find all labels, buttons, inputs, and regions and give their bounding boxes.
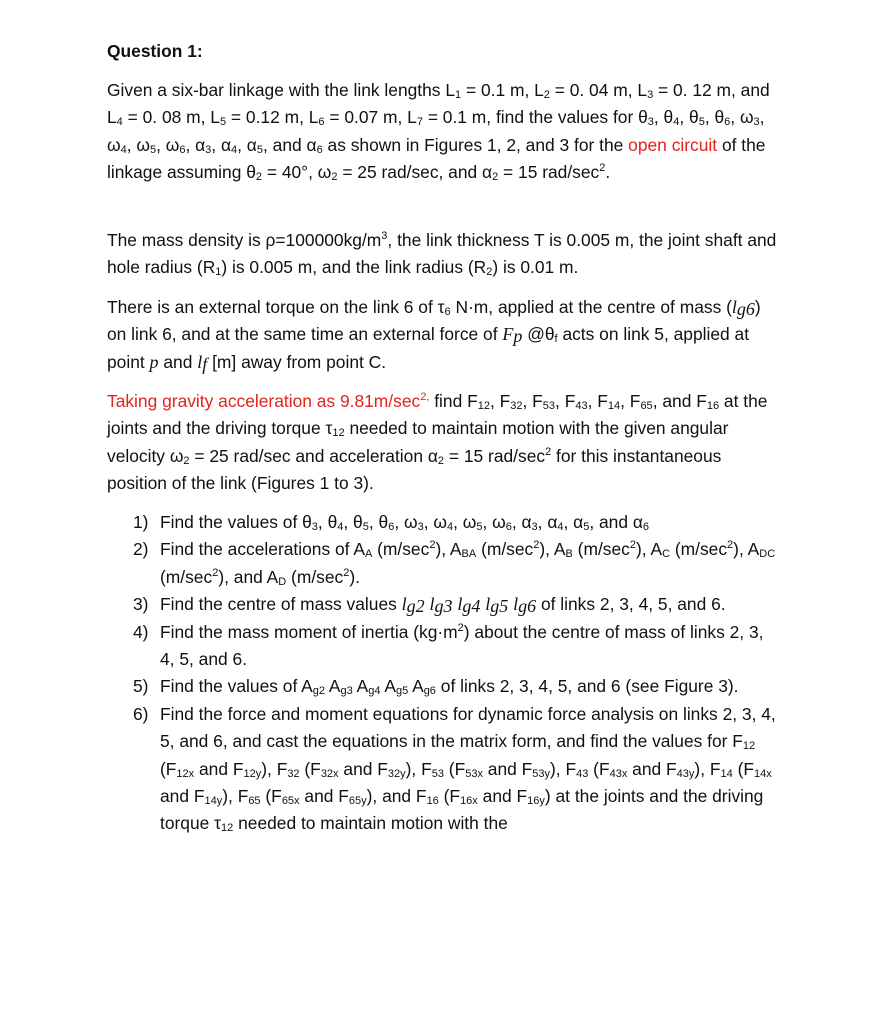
list-item: 6) Find the force and moment equations for dynamic force analysis on links 2, 3, 4, 5, and 6, and cast the equations in the matrix form, and find the values for $F_{12}$ ($F_{12x}$ and $F_{12y}$), $F_{32}$ ($F_{32x}$ and $F_{32y}$), $F_{53}$ ($F_{53x}$ and $F_{53y}$), $F_{43}$ ($F_{43x}$ and $F_{43y}$), $F_{14}$ ($F_{14x}$ and $F_{14y}$), $F_{65}$ ($F_{65x}$ and $F_{65y}$), and $F_{16}$ ($F_{16x}$ and $F_{16y}$) at the joints and the driving torque $\tau_{12}$ needed to maintain motion with the xyxy=(133,703,776,835)
paragraph-external-loads: There is an external torque on the link 6 of $\tau_6$ N·m, applied at the centre of mass $(l_{g6})$ on link 6, and at the same time an external force of $F_p$ $@\theta_f$ acts on link 5, applied at point p and $l_f$ [m] away from point C. xyxy=(107,297,761,374)
task-list xyxy=(107,509,779,838)
open-circuit-highlight: open circuit xyxy=(628,134,718,155)
list-item: 4) Find the mass moment of inertia $(kg\cdot m^2)$ about the centre of mass of links 2, 3, 4, 5, and 6. xyxy=(133,621,764,670)
paragraph-dynamic-analysis-task: Taking gravity acceleration as $9.81m/\sec^{2,}$ find $F_{12}$, $F_{32}$, $F_{53}$, $F_{43}$, $F_{14}$, $F_{65}$, and $F_{16}$ at the joints and the driving torque $\tau_{12}$ needed to maintain motion with the given angular velocity $\omega_2 = 25$ rad/sec and acceleration $\alpha_2 = 15$ rad/$\sec^2$ for this instantaneous position of the link (Figures 1 to 3). xyxy=(107,391,768,494)
list-item: 1) Find the values of $\theta_3$, $\theta_4$, $\theta_5$, $\theta_6$, $\omega_3$, $\omega_4$, $\omega_5$, $\omega_6$, $\alpha_3$, $\alpha_4$, $\alpha_5$, and $\alpha_6$ xyxy=(133,512,650,533)
question-title: Question 1: xyxy=(107,41,203,61)
list-item: 3) Find the centre of mass values $l_{g2}$ $l_{g3}$ $l_{g4}$ $l_{g5}$ $l_{g6}$ of links 2, 3, 4, 5, and 6. xyxy=(133,594,726,617)
gravity-highlight: Taking gravity acceleration as 9.81m/sec xyxy=(107,391,421,411)
list-item: 2) Find the accelerations of $A_A$ $(m/\sec^2)$, $A_{BA}$ $(m/\sec^2)$, $A_B$ $(m/\sec^2)$, $A_C$ $(m/\sec^2)$, $A_{DC}$ $(m/\sec^2)$, and $A_D$ $(m/\sec^2)$. xyxy=(133,539,776,588)
paragraph-problem-statement: Given a six-bar linkage with the link lengths $L_1 = 0.1$ m, $L_2 = 0$. 04 m, $L_3 = 0$. 12 m, and $L_4 = 0$. 08 m, $L_5 = 0.12$ m, $L_6 = 0.07$ m, $L_7 = 0.1$ m, find the values for $\theta_3$, $\theta_4$, $\theta_5$, $\theta_6$, $\omega_3$, $\omega_4$, $\omega_5$, $\omega_6$, $\alpha_3$, $\alpha_4$, $\alpha_5$, and $\alpha_6$ as shown in Figures 1, 2, and 3 for the open circuit of the linkage assuming $\theta_2 = 40^\circ$, $\omega_2 = 25$ rad/sec, and $\alpha_2 = 15$ rad/$\sec^2$. xyxy=(107,80,770,184)
paragraph-material-properties: The mass density is $\rho=100000kg/m^3$, the link thickness T is 0.005 m, the joint shaft and hole radius $(R_1)$ is 0.005 m, and the link radius $(R_2)$ is 0.01 m. xyxy=(107,230,777,279)
list-item: 5) Find the values of $A_{g2}$ $A_{g3}$ $A_{g4}$ $A_{g5}$ $A_{g6}$ of links 2, 3, 4, 5, and 6 (see Figure 3). xyxy=(133,676,739,698)
